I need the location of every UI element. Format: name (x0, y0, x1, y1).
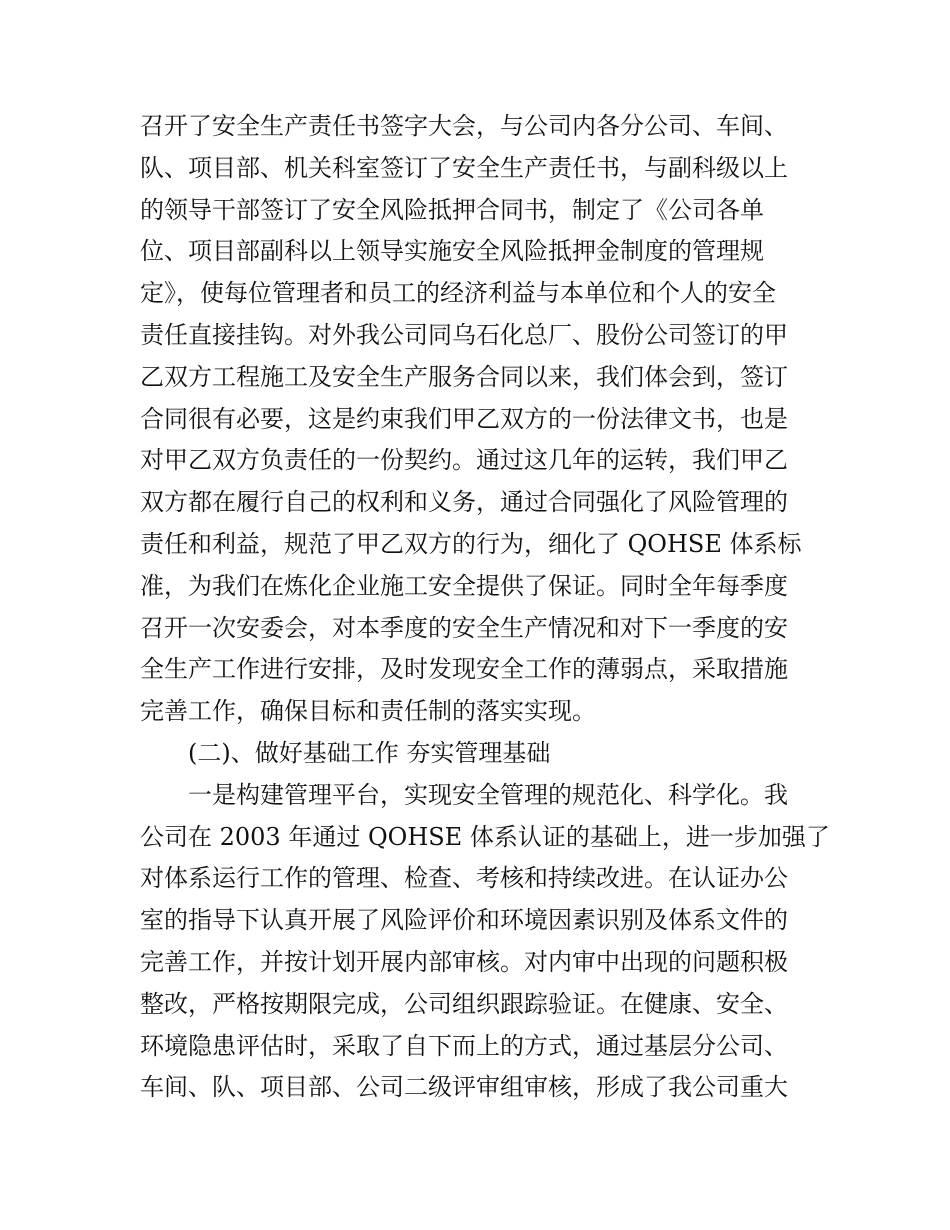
paragraph-line: 乙双方工程施工及安全生产服务合同以来，我们体会到，签订 (140, 362, 788, 391)
paragraph-line: 召开一次安委会，对本季度的安全生产情况和对下一季度的安 (140, 613, 788, 642)
paragraph-line: 合同很有必要，这是约束我们甲乙双方的一份法律文书，也是 (140, 404, 788, 433)
paragraph-line: 整改，严格按期限完成，公司组织跟踪验证。在健康、安全、 (140, 989, 788, 1018)
paragraph-line: 完善工作，并按计划开展内部审核。对内审中出现的问题积极 (140, 947, 788, 976)
paragraph-line: 队、项目部、机关科室签订了安全生产责任书，与副科级以上 (140, 153, 788, 182)
paragraph-line: 准，为我们在炼化企业施工安全提供了保证。同时全年每季度 (140, 571, 788, 600)
paragraph-line: 完善工作，确保目标和责任制的落实实现。 (140, 697, 596, 726)
paragraph-line: 双方都在履行自己的权利和义务，通过合同强化了风险管理的 (140, 488, 788, 517)
paragraph-line: 召开了安全生产责任书签字大会，与公司内各分公司、车间、 (140, 112, 788, 140)
paragraph-line: 车间、队、项目部、公司二级评审组审核，形成了我公司重大 (140, 1073, 788, 1102)
paragraph-line: 责任和利益，规范了甲乙双方的行为，细化了 QOHSE 体系标 (140, 529, 802, 558)
paragraph-line: 室的指导下认真开展了风险评价和环境因素识别及体系文件的 (140, 906, 788, 935)
paragraph-line: 位、项目部副科以上领导实施安全风险抵押金制度的管理规 (140, 237, 764, 266)
paragraph-line: 一是构建管理平台，实现安全管理的规范化、科学化。我 (188, 780, 788, 809)
section-heading: (二)、做好基础工作 夯实管理基础 (188, 738, 551, 767)
paragraph-line: 环境隐患评估时，采取了自下而上的方式，通过基层分公司、 (140, 1031, 788, 1060)
paragraph-line: 公司在 2003 年通过 QOHSE 体系认证的基础上，进一步加强了 (140, 822, 830, 851)
paragraph-line: 责任直接挂钩。对外我公司同乌石化总厂、股份公司签订的甲 (140, 320, 788, 349)
paragraph-line: 对甲乙双方负责任的一份契约。通过这几年的运转，我们甲乙 (140, 446, 788, 475)
paragraph-line: 定》，使每位管理者和员工的经济利益与本单位和个人的安全 (140, 279, 776, 308)
paragraph-line: 的领导干部签订了安全风险抵押合同书，制定了《公司各单 (140, 195, 764, 224)
paragraph-line: 全生产工作进行安排，及时发现安全工作的薄弱点，采取措施 (140, 655, 788, 684)
document-body (140, 106, 830, 1109)
paragraph-line: 对体系运行工作的管理、检查、考核和持续改进。在认证办公 (140, 864, 788, 893)
